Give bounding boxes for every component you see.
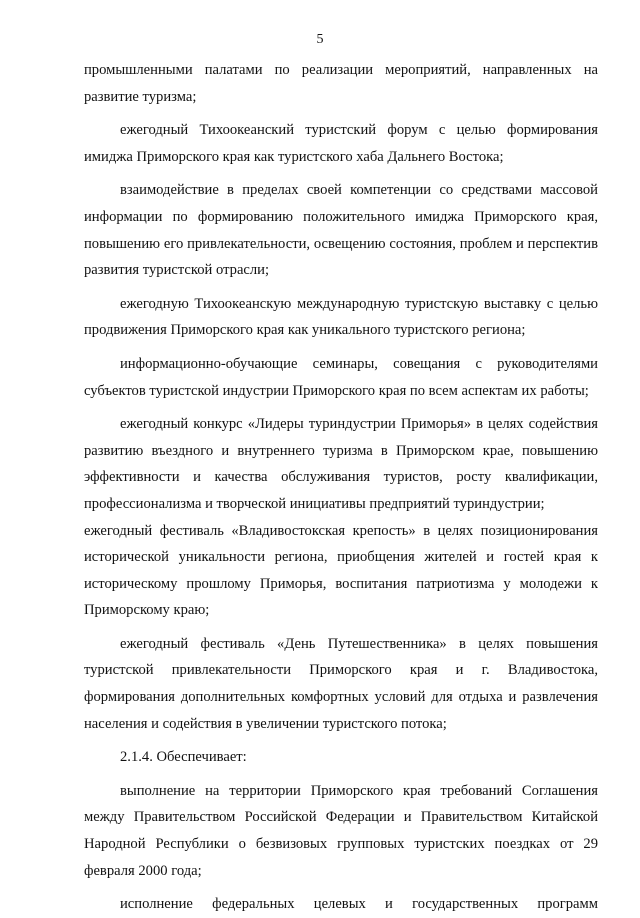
paragraph-continuation: промышленными палатами по реализации мероприятий, направленных на развитие туризма;	[84, 62, 598, 105]
paragraph-seminars: информационно-обучающие семинары, совещания с руководителями субъектов туристской индустрии Приморского края по всем аспектам их работы;	[84, 355, 598, 399]
paragraph-contest: ежегодный конкурс «Лидеры туриндустрии Приморья» в целях содействия развитию въездного и внутреннего туризма в Приморском крае, повышению эффективности и качества обслуживания туристов, росту квалификации, профессионализма и творческой инициативы предприятий туриндустрии;	[84, 416, 598, 512]
paragraph-programs: исполнение федеральных целевых и государственных программ	[120, 896, 598, 913]
paragraph-forum: ежегодный Тихоокеанский туристский форум с целью формирования имиджа Приморского края как туристского хаба Дальнего Востока;	[84, 122, 598, 165]
paragraph-traveler-festival: ежегодный фестиваль «День Путешественника» в целях повышения туристской привлекательности Приморского края и г. Владивостока, формирования дополнительных комфортных условий для отдыха и развлечения населения и содействия в увеличении туристского потока;	[84, 635, 598, 732]
page-number: 5	[316, 32, 324, 47]
document-body	[84, 57, 598, 918]
paragraph-fortress-festival: ежегодный фестиваль «Владивостокская крепость» в целях позиционирования исторической уникальности региона, приобщения жителей и гостей края к историческому прошлому Приморья, воспитания патриотизма у молодежи к Приморскому краю;	[84, 522, 598, 619]
paragraph-visa-agreement: выполнение на территории Приморского края требований Соглашения между Правительством Российской Федерации и Правительством Китайской Народной Республики о безвизовых групповых туристских поездках от 29 февраля 2000 года;	[84, 782, 598, 879]
paragraph-media: взаимодействие в пределах своей компетенции со средствами массовой информации по формированию положительного имиджа Приморского края, повышению его привлекательности, освещению состояния, проблем и перспектив развития туристской отрасли;	[84, 182, 598, 279]
paragraph-exhibition: ежегодную Тихоокеанскую международную туристскую выставку с целью продвижения Приморского края как уникального туристского региона;	[84, 295, 598, 339]
section-heading-2-1-4: 2.1.4. Обеспечивает:	[120, 749, 247, 766]
